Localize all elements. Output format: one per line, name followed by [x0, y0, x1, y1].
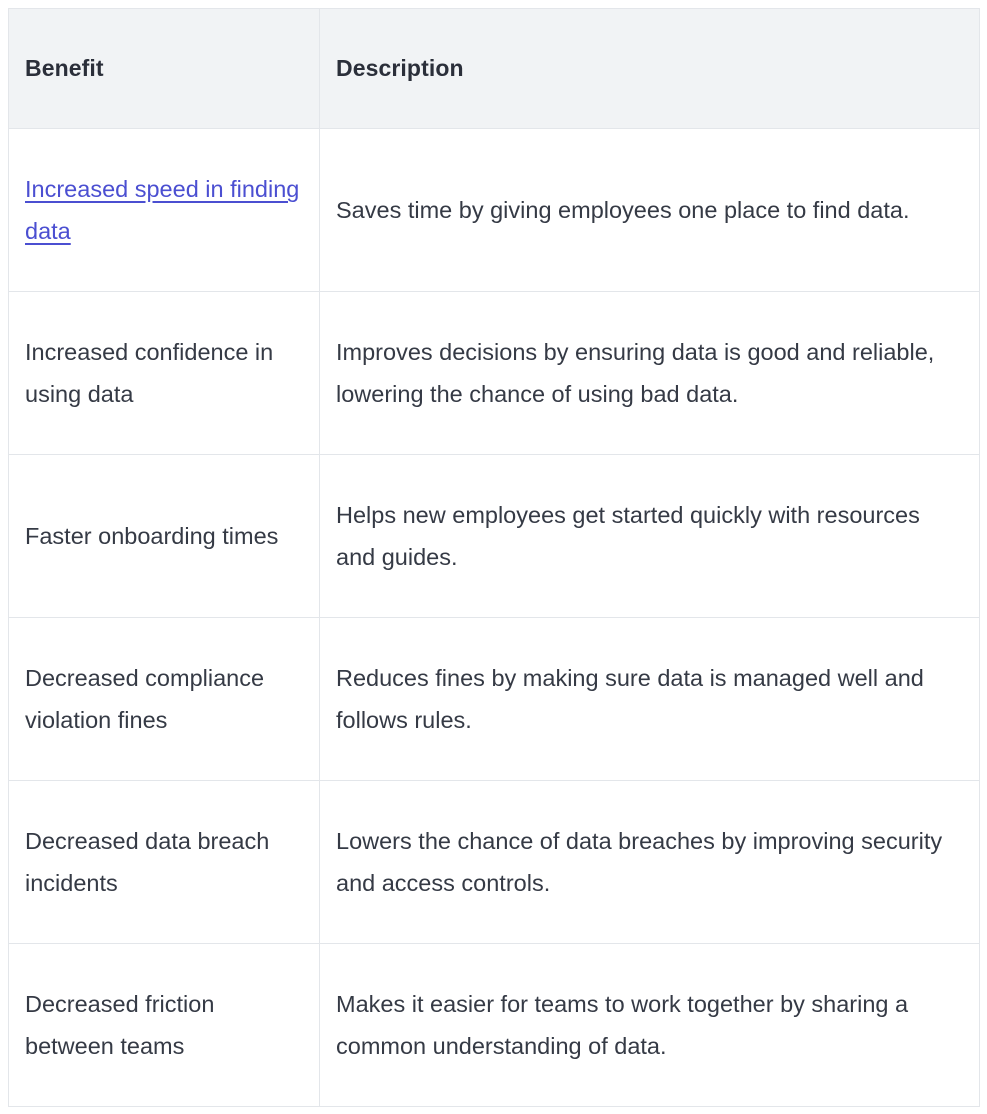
- table-body: [9, 129, 980, 1107]
- benefit-link-speed[interactable]: Increased speed in finding data: [25, 176, 300, 244]
- table-row: [9, 781, 980, 944]
- table-row: [9, 292, 980, 455]
- benefit-cell: Decreased compliance violation fines: [9, 618, 320, 781]
- description-cell: Reduces fines by making sure data is managed well and follows rules.: [320, 618, 980, 781]
- table-row: [9, 618, 980, 781]
- benefits-table-container: [8, 8, 979, 1107]
- description-cell: Improves decisions by ensuring data is good and reliable, lowering the chance of using bad data.: [320, 292, 980, 455]
- description-cell: Makes it easier for teams to work together by sharing a common understanding of data.: [320, 944, 980, 1107]
- benefit-cell: Decreased data breach incidents: [9, 781, 320, 944]
- table-row: [9, 455, 980, 618]
- description-cell: Saves time by giving employees one place to find data.: [320, 129, 980, 292]
- benefit-cell: Decreased friction between teams: [9, 944, 320, 1107]
- table-header: [9, 9, 980, 129]
- benefit-cell: Faster onboarding times: [9, 455, 320, 618]
- table-row: [9, 944, 980, 1107]
- benefits-table: [8, 8, 980, 1107]
- table-row: [9, 129, 980, 292]
- description-cell: Lowers the chance of data breaches by improving security and access controls.: [320, 781, 980, 944]
- description-cell: Helps new employees get started quickly with resources and guides.: [320, 455, 980, 618]
- benefit-cell: Increased confidence in using data: [9, 292, 320, 455]
- header-benefit: Benefit: [9, 9, 320, 129]
- header-description: Description: [320, 9, 980, 129]
- benefit-cell: [9, 129, 320, 292]
- table-header-row: [9, 9, 980, 129]
